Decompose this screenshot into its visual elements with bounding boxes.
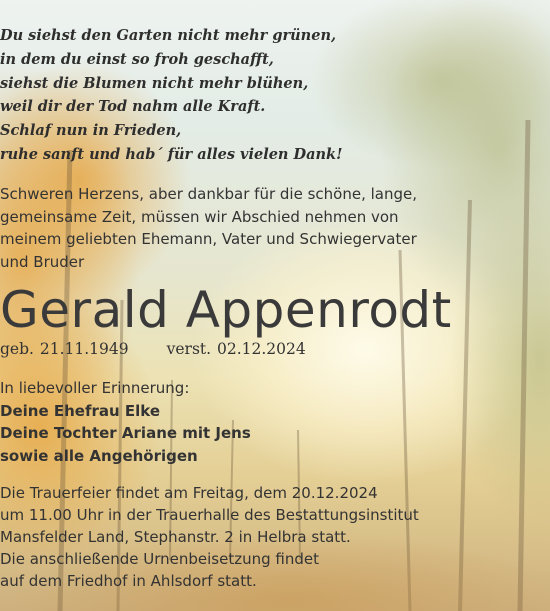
announcement-line: Schweren Herzens, aber dankbar für die schöne, lange, — [0, 185, 417, 203]
mourner-line: sowie alle Angehörigen — [0, 446, 198, 465]
funeral-service-info — [0, 482, 550, 592]
death-date: verst. 02.12.2024 — [166, 340, 306, 358]
announcement-line: gemeinsame Zeit, müssen wir Abschied nehmen von — [0, 207, 399, 226]
poem-line: Du siehst den Garten nicht mehr grünen, — [0, 27, 337, 44]
service-line: Die Trauerfeier findet am Freitag, dem 20.12.2024 — [0, 484, 378, 502]
mourner-line: Deine Tochter Ariane mit Jens — [0, 424, 251, 442]
life-dates — [0, 338, 550, 360]
mourners-section — [0, 377, 550, 467]
poem-line: in dem du einst so froh geschafft, — [0, 50, 274, 68]
announcement-line: und Bruder — [0, 252, 85, 271]
poem-line: Schlaf nun in Frieden, — [0, 122, 182, 140]
birth-date: geb. 21.11.1949 — [0, 340, 129, 358]
poem-line: weil dir der Tod nahm alle Kraft. — [0, 98, 266, 116]
announcement-line: meinem geliebten Ehemann, Vater und Schwiegervater — [0, 230, 417, 248]
announcement-text — [0, 183, 550, 273]
poem-line: siehst die Blumen nicht mehr blühen, — [0, 74, 309, 92]
service-line: Mansfelder Land, Stephanstr. 2 in Helbra statt. — [0, 528, 351, 546]
mourner-line: Deine Ehefrau Elke — [0, 401, 161, 420]
service-line: auf dem Friedhof in Ahlsdorf statt. — [0, 572, 257, 590]
poem — [0, 24, 550, 167]
deceased-name: Gerald Appenrodt — [0, 281, 452, 339]
service-line: Die anschließende Urnenbeisetzung findet — [0, 550, 319, 568]
poem-line: ruhe sanft und hab´ für alles vielen Dank! — [0, 145, 343, 163]
service-line: um 11.00 Uhr in der Trauerhalle des Bestattungsinstitut — [0, 506, 419, 524]
memory-heading: In liebevoller Erinnerung: — [0, 379, 190, 397]
